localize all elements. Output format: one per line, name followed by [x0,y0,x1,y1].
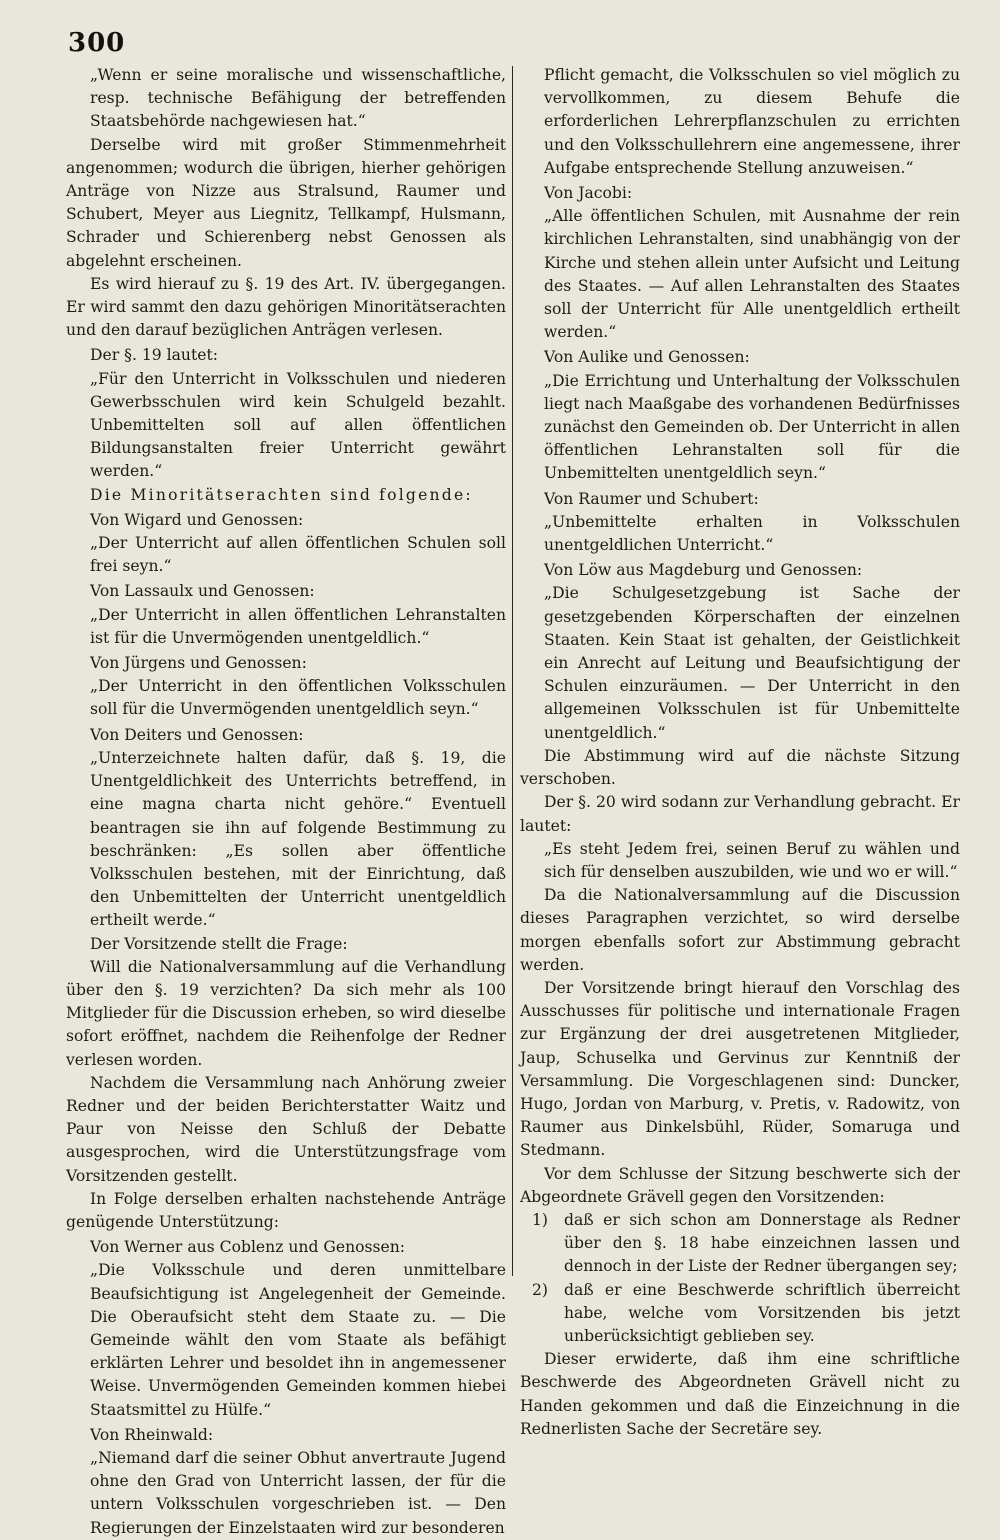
column-divider [512,66,513,1276]
body-paragraph: Der §. 20 wird sodann zur Verhandlung gebracht. Er lautet: [520,793,960,835]
quote-paragraph: „Die Volksschule und deren unmittelbare Beaufsichtigung ist Angelegenheit der Gemeinde. Die Oberaufsicht steht dem Staate zu. — Die Gemeinde wählt den vom Staate als befähigt erklärten Lehrer und besoldet ihn in angemessener Weise. Unvermögenden Gemeinden kommen hiebei Staatsmittel zu Hülfe.“ [90,1261,506,1419]
body-paragraph: In Folge derselben erhalten nachstehende Anträge genügende Unterstützung: [66,1189,506,1231]
quote-paragraph: „Wenn er seine moralische und wissenschaftliche, resp. technische Befähigung der betreffenden Staatsbehörde nachgewiesen hat.“ [90,66,506,131]
body-paragraph: Nachdem die Versammlung nach Anhörung zweier Redner und der beiden Berichterstatter Waitz und Paur von Neisse den Schluß der Debatte ausgesprochen, wird die Unterstützungsfrage vom Vorsitzenden gestellt. [66,1073,506,1185]
quote-paragraph: „Der Unterricht in den öffentlichen Volksschulen soll für die Unvermögenden unentgeldlich seyn.“ [90,677,506,719]
body-paragraph: Der Vorsitzende bringt hierauf den Vorschlag des Ausschusses für politische und internationale Fragen zur Ergänzung der drei ausgetretenen Mitglieder, Jaup, Schuselka und Gervinus zur Kenntniß der Versammlung. Die Vorgeschlagenen sind: Duncker, Hugo, Jordan von Marburg, v. Pretis, v. Radowitz, von Raumer aus Dinkelsbühl, Rüder, Somaruga und Stedmann. [520,978,960,1160]
body-paragraph: Es wird hierauf zu §. 19 des Art. IV. übergegangen. Er wird sammt den dazu gehörigen Minoritätserachten und den darauf bezüglichen Anträgen verlesen. [66,274,506,340]
complaint-item [532,1209,960,1279]
motion-label: Von Deiters und Genossen: [90,725,304,744]
quote-continuation: Pflicht gemacht, die Volksschulen so viel möglich zu vervollkommen, zu diesem Behufe die erforderlichen Lehrerpflanzschulen zu errichten und den Volksschullehrern eine angemessene, ihrer Aufgabe entsprechende Stellung anzuweisen.“ [544,66,960,177]
item-text: daß er sich schon am Donnerstage als Redner über den §. 18 habe einzeichnen lassen und dennoch in der Liste der Redner übergangen sey; [564,1210,960,1276]
motion-label: Von Werner aus Coblenz und Genossen: [90,1238,406,1257]
section-label: Der §. 19 lautet: [90,346,218,365]
page-number: 300 [68,28,126,58]
quote-paragraph: „Unbemittelte erhalten in Volksschulen unentgeldlichen Unterricht.“ [544,512,960,555]
item-number: 2) [532,1280,549,1299]
quote-paragraph: „Der Unterricht in allen öffentlichen Lehranstalten ist für die Unvermögenden unentgeldlich.“ [90,605,506,647]
motion-label: Von Lassaulx und Genossen: [90,582,315,601]
quote-paragraph: „Für den Unterricht in Volksschulen und niederen Gewerbsschulen wird kein Schulgeld bezahlt. Unbemittelten soll auf allen öffentlichen Bildungsanstalten freier Unterricht gewährt werden.“ [90,369,506,481]
motion-label: Von Wigard und Genossen: [90,510,304,529]
quote-paragraph: „Unterzeichnete halten dafür, daß §. 19, die Unentgeldlichkeit des Unterrichts betreffend, in eine magna charta nicht gehöre.“ Eventuell beantragen sie ihn auf folgende Bestimmung zu beschränken: „Es sollen aber öffentliche Volksschulen bestehen, mit der Einrichtung, daß den Unbemittelten der Unterricht unentgeldlich ertheilt werde.“ [90,748,506,930]
quote-paragraph: „Es steht Jedem frei, seinen Beruf zu wählen und sich für denselben auszubilden, wie und wo er will.“ [544,839,960,881]
quote-paragraph: „Der Unterricht auf allen öffentlichen Schulen soll frei seyn.“ [90,534,506,576]
body-paragraph: Da die Nationalversammlung auf die Discussion dieses Paragraphen verzichtet, so wird derselbe morgen ebenfalls sofort zur Abstimmung gebracht werden. [520,886,960,974]
body-paragraph: Will die Nationalversammlung auf die Verhandlung über den §. 19 verzichten? Da sich mehr als 100 Mitglieder für die Discussion erheben, so wird dieselbe sofort eröffnet, nachdem die Reihenfolge der Redner verlesen worden. [66,957,506,1069]
quote-paragraph: „Niemand darf die seiner Obhut anvertraute Jugend ohne den Grad von Unterricht lassen, der für die untern Volksschulen vorgeschrieben ist. — Den Regierungen der Einzelstaaten wird zur besonderen [90,1448,506,1537]
body-paragraph: Vor dem Schlusse der Sitzung beschwerte sich der Abgeordnete Grävell gegen den Vorsitzenden: [520,1164,960,1206]
item-number: 1) [532,1210,549,1229]
motion-label: Von Raumer und Schubert: [544,489,759,508]
body-paragraph: Die Abstimmung wird auf die nächste Sitzung verschoben. [520,746,960,789]
motion-label: Von Löw aus Magdeburg und Genossen: [544,561,863,580]
body-paragraph: Dieser erwiderte, daß ihm eine schriftliche Beschwerde des Abgeordneten Grävell nicht zu Handen gekommen und daß die Einzeichnung in die Rednerlisten Sache der Secretäre sey. [520,1350,960,1438]
complaint-item [532,1279,960,1349]
item-text: daß er eine Beschwerde schriftlich überreicht habe, welche vom Vorsitzenden bis jetzt unberücksichtigt geblieben sey. [564,1280,960,1345]
motion-label: Von Jürgens und Genossen: [90,654,307,673]
body-paragraph: Der Vorsitzende stellt die Frage: [90,934,348,953]
left-column [66,64,506,1540]
body-paragraph: Derselbe wird mit großer Stimmenmehrheit angenommen; wodurch die übrigen, hierher gehörigen Anträge von Nizze aus Stralsund, Raumer und Schubert, Meyer aus Liegnitz, Tellkampf, Hulsmann, Schrader und Schierenberg nebst Genossen als abgelehnt erscheinen. [66,135,506,270]
motion-label: Von Rheinwald: [90,1425,214,1444]
body-paragraph: Die Minoritätserachten sind folgende: [90,485,473,504]
quote-paragraph: „Alle öffentlichen Schulen, mit Ausnahme der rein kirchlichen Lehranstalten, sind unabhängig von der Kirche und stehen allein unter Aufsicht und Leitung des Staates. — Auf allen Lehranstalten des Staates soll der Unterricht für Alle unentgeldlich ertheilt werden.“ [544,207,960,342]
motion-label: Von Aulike und Genossen: [544,348,750,367]
motion-label: Von Jacobi: [544,184,633,203]
quote-paragraph: „Die Schulgesetzgebung ist Sache der gesetzgebenden Körperschaften der einzelnen Staaten. Kein Staat ist gehalten, der Geistlichkeit ein Anrecht auf Leitung und Beaufsichtigung der Schulen einzuräumen. — Der Unterricht in den allgemeinen Volksschulen ist für Unbemittelte unentgeldlich.“ [544,584,960,742]
quote-paragraph: „Die Errichtung und Unterhaltung der Volksschulen liegt nach Maaßgabe des vorhandenen Bedürfnisses zunächst den Gemeinden ob. Der Unterricht in allen öffentlichen Lehranstalten soll für die Unbemittelten unentgeldlich seyn.“ [544,371,960,483]
right-column [520,64,960,1441]
